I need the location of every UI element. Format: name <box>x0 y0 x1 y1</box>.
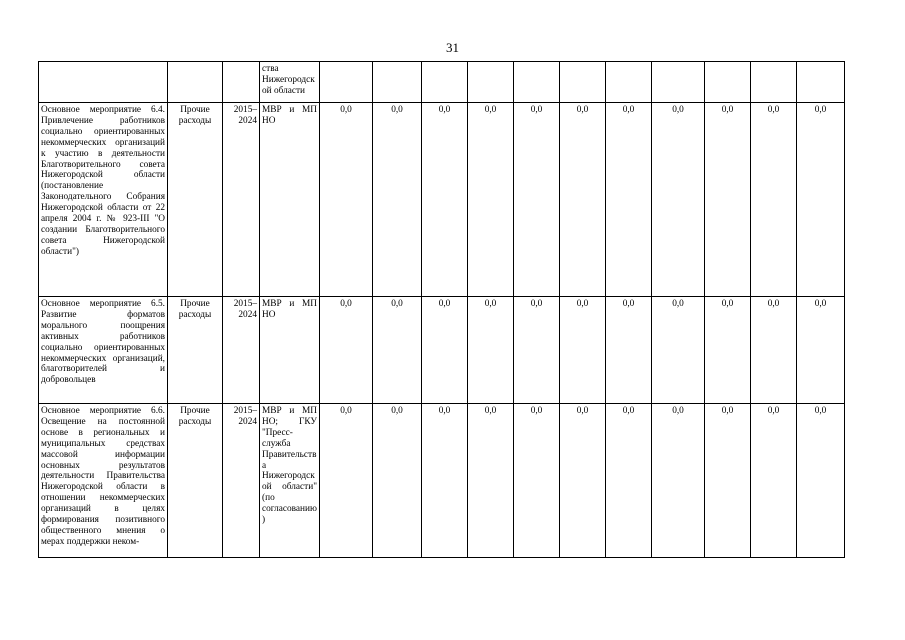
value-cell: 0,0 <box>560 103 606 297</box>
value-cell: 0,0 <box>514 103 560 297</box>
period-cell <box>223 62 260 103</box>
program-activities-table <box>38 61 845 558</box>
value-cell <box>468 62 514 103</box>
expense-cell: Прочие расходы <box>168 404 223 558</box>
value-cell <box>320 62 373 103</box>
value-cell: 0,0 <box>320 297 373 404</box>
period-cell: 2015–2024 <box>223 404 260 558</box>
value-cell <box>652 62 705 103</box>
description-cell: Основное мероприятие 6.6. Освещение на постоянной основе в региональных и муниципальных средствах массовой информации основных результатов деятельности Правительства Нижегородской области в отношении некоммерческих организаций в целях формирования позитивного общественного мнения о мерах поддержки неком- <box>39 404 168 558</box>
expense-cell: Прочие расходы <box>168 297 223 404</box>
value-cell: 0,0 <box>422 103 468 297</box>
value-cell: 0,0 <box>797 404 845 558</box>
value-cell: 0,0 <box>606 404 652 558</box>
description-cell: Основное мероприятие 6.4. Привлечение работников социально ориентированных некоммерческих организаций к участию в деятельности Благотворительного совета Нижегородской области (постановление Законодательного Собрания Нижегородской области от 22 апреля 2004 г. № 923-III "О создании Благотворительного совета Нижегородской области") <box>39 103 168 297</box>
value-cell: 0,0 <box>705 103 751 297</box>
expense-cell: Прочие расходы <box>168 103 223 297</box>
value-cell <box>797 62 845 103</box>
expense-cell <box>168 62 223 103</box>
executor-cell: МВР и МП НО <box>260 297 320 404</box>
page-number: 31 <box>446 40 459 55</box>
period-cell: 2015–2024 <box>223 297 260 404</box>
value-cell: 0,0 <box>422 404 468 558</box>
value-cell: 0,0 <box>797 103 845 297</box>
value-cell: 0,0 <box>468 297 514 404</box>
executor-cell: МВР и МП НО; ГКУ "Пресс-служба Правительства Нижегородской области" (по согласованию) <box>260 404 320 558</box>
value-cell <box>751 62 797 103</box>
value-cell: 0,0 <box>373 404 422 558</box>
value-cell <box>560 62 606 103</box>
executor-cell: ства Нижегородской области <box>260 62 320 103</box>
value-cell: 0,0 <box>751 404 797 558</box>
value-cell: 0,0 <box>560 404 606 558</box>
value-cell: 0,0 <box>320 103 373 297</box>
value-cell: 0,0 <box>652 103 705 297</box>
value-cell <box>373 62 422 103</box>
value-cell: 0,0 <box>320 404 373 558</box>
value-cell <box>705 62 751 103</box>
value-cell: 0,0 <box>514 404 560 558</box>
value-cell: 0,0 <box>705 297 751 404</box>
table-row-activity-6-6 <box>39 404 845 558</box>
value-cell: 0,0 <box>560 297 606 404</box>
value-cell: 0,0 <box>606 103 652 297</box>
description-cell <box>39 62 168 103</box>
period-cell: 2015–2024 <box>223 103 260 297</box>
value-cell: 0,0 <box>705 404 751 558</box>
value-cell: 0,0 <box>373 103 422 297</box>
value-cell <box>422 62 468 103</box>
value-cell: 0,0 <box>468 103 514 297</box>
value-cell: 0,0 <box>422 297 468 404</box>
table-row-activity-6-5 <box>39 297 845 404</box>
description-cell: Основное мероприятие 6.5. Развитие форматов морального поощрения активных работников социально ориентированных некоммерческих организаций, благотворителей и добровольцев <box>39 297 168 404</box>
value-cell: 0,0 <box>652 297 705 404</box>
value-cell: 0,0 <box>797 297 845 404</box>
table-row-activity-6-4 <box>39 103 845 297</box>
value-cell: 0,0 <box>468 404 514 558</box>
value-cell: 0,0 <box>373 297 422 404</box>
value-cell <box>514 62 560 103</box>
value-cell: 0,0 <box>652 404 705 558</box>
value-cell: 0,0 <box>606 297 652 404</box>
value-cell: 0,0 <box>751 103 797 297</box>
value-cell: 0,0 <box>751 297 797 404</box>
value-cell <box>606 62 652 103</box>
value-cell: 0,0 <box>514 297 560 404</box>
table-row-continued <box>39 62 845 103</box>
executor-cell: МВР и МП НО <box>260 103 320 297</box>
